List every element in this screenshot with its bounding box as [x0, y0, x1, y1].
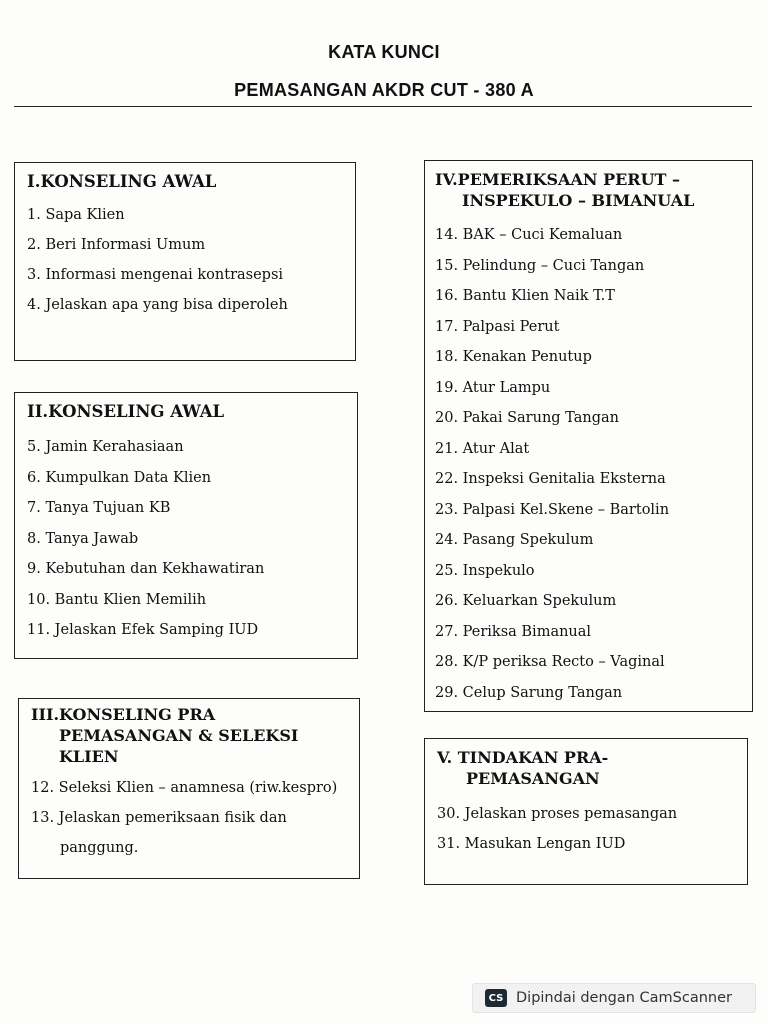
section-title [31, 704, 347, 767]
list-item: 6. Kumpulkan Data Klien [27, 469, 212, 486]
section-konseling-pra-pemasangan [18, 698, 360, 879]
section-title-line: IV.PEMERIKSAAN PERUT – [435, 170, 681, 189]
document-title: KATA KUNCI [328, 42, 440, 62]
section-title-line: V. TINDAKAN PRA- [437, 748, 609, 767]
section-list [27, 207, 343, 327]
list-item: 2. Beri Informasi Umum [27, 237, 206, 253]
camscanner-logo-icon: CS [485, 989, 507, 1007]
section-konseling-awal-2 [14, 392, 358, 659]
list-item: 23. Palpasi Kel.Skene – Bartolin [435, 501, 670, 518]
list-item: 7. Tanya Tujuan KB [27, 500, 171, 516]
section-title [435, 169, 742, 211]
list-item: 9. Kebutuhan dan Kekhawatiran [27, 561, 265, 577]
document-subtitle: PEMASANGAN AKDR CUT - 380 A [234, 80, 534, 100]
list-item: 30. Jelaskan proses pemasangan [437, 806, 678, 822]
section-tindakan-pra-pemasangan [424, 738, 748, 885]
section-list [27, 439, 345, 653]
section-konseling-awal-1 [14, 162, 356, 361]
list-item: 12. Seleksi Klien – anamnesa (riw.kespro) [31, 780, 338, 796]
list-item: 24. Pasang Spekulum [435, 532, 594, 548]
list-item: 18. Kenakan Penutup [435, 349, 592, 365]
list-item: 4. Jelaskan apa yang bisa diperoleh [27, 297, 288, 313]
header-divider [14, 106, 752, 107]
section-title: II.KONSELING AWAL [27, 402, 225, 421]
section-pemeriksaan-perut [424, 160, 753, 712]
list-item: 22. Inspeksi Genitalia Eksterna [435, 471, 666, 487]
list-item: 27. Periksa Bimanual [435, 623, 592, 640]
list-item: 28. K/P periksa Recto – Vaginal [435, 654, 665, 670]
section-title-line: INSPEKULO – BIMANUAL [462, 191, 695, 210]
section-title-line: KLIEN [59, 747, 119, 766]
list-item: 19. Atur Lampu [435, 379, 551, 396]
list-item: 5. Jamin Kerahasiaan [27, 439, 184, 455]
section-title: I.KONSELING AWAL [27, 172, 217, 191]
list-item: 15. Pelindung – Cuci Tangan [435, 257, 645, 274]
camscanner-watermark [472, 983, 756, 1013]
list-item: 14. BAK – Cuci Kemaluan [435, 227, 623, 243]
list-item: 25. Inspekulo [435, 562, 535, 579]
list-item-continuation: panggung. [60, 840, 139, 856]
list-item: 16. Bantu Klien Naik T.T [435, 288, 615, 304]
list-item: 10. Bantu Klien Memilih [27, 591, 207, 608]
section-title-line: PEMASANGAN & SELEKSI [59, 726, 299, 745]
list-item: 1. Sapa Klien [27, 207, 125, 223]
section-title-line: PEMASANGAN [466, 769, 600, 788]
list-item: 17. Palpasi Perut [435, 318, 560, 335]
list-item: 29. Celup Sarung Tangan [435, 684, 623, 701]
list-item: 26. Keluarkan Spekulum [435, 593, 617, 609]
list-item: 21. Atur Alat [435, 440, 530, 457]
section-title [437, 747, 735, 789]
list-item: 31. Masukan Lengan IUD [437, 836, 626, 852]
section-list [31, 780, 347, 870]
list-item: 20. Pakai Sarung Tangan [435, 410, 619, 426]
list-item: 13. Jelaskan pemeriksaan fisik dan [31, 810, 287, 826]
list-item: 3. Informasi mengenai kontrasepsi [27, 267, 284, 283]
section-title-line: III.KONSELING PRA [31, 705, 216, 724]
section-list [435, 227, 742, 715]
list-item: 11. Jelaskan Efek Samping IUD [27, 622, 259, 638]
watermark-text: Dipindai dengan CamScanner [516, 990, 733, 1006]
list-item: 8. Tanya Jawab [27, 530, 139, 547]
section-list [437, 806, 735, 866]
